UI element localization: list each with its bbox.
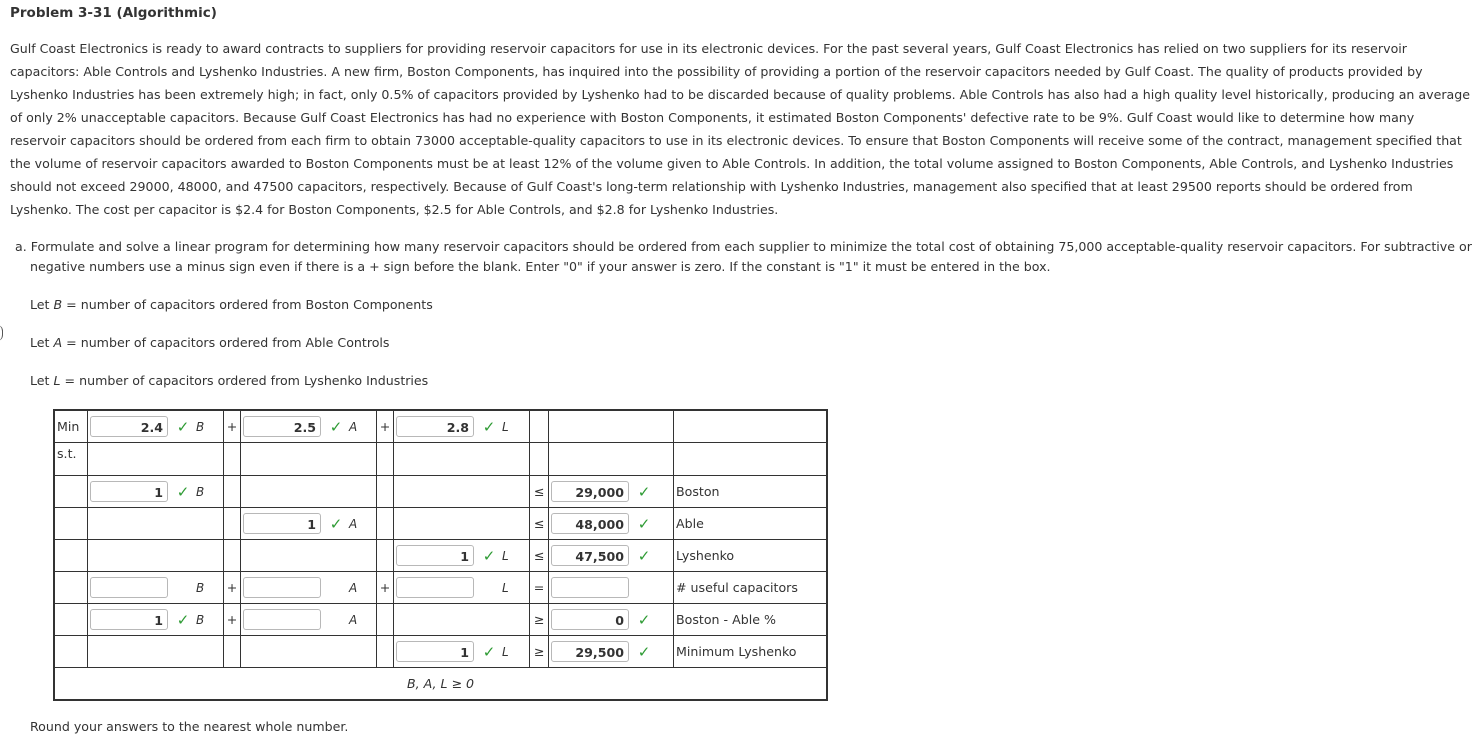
nonnegativity: B, A, L ≥ 0 bbox=[54, 668, 827, 701]
c1-b-coef[interactable]: 1 bbox=[90, 481, 168, 502]
c5-rhs[interactable]: 0 bbox=[551, 609, 629, 630]
def-b: Let B = number of capacitors ordered from Boston Components bbox=[30, 297, 433, 312]
c4-a-coef[interactable] bbox=[243, 577, 321, 598]
constraint-label: Lyshenko bbox=[674, 540, 828, 572]
check-icon: ✓ bbox=[482, 546, 496, 565]
c3-rhs[interactable]: 47,500 bbox=[551, 545, 629, 566]
check-icon: ✓ bbox=[482, 417, 496, 436]
lp-table bbox=[53, 409, 828, 701]
constraint-lyshenko: 1 ✓ L ≤ 47,500 ✓ Lyshenko bbox=[54, 540, 827, 572]
check-icon: ✓ bbox=[329, 514, 343, 533]
relation: ≥ bbox=[530, 636, 549, 668]
check-icon: ✓ bbox=[637, 482, 651, 501]
c2-rhs[interactable]: 48,000 bbox=[551, 513, 629, 534]
relation: ≤ bbox=[530, 508, 549, 540]
check-icon: ✓ bbox=[176, 610, 190, 629]
objective-row bbox=[54, 410, 827, 443]
obj-b-coef[interactable]: 2.4 bbox=[90, 416, 168, 437]
round-note: Round your answers to the nearest whole number. bbox=[30, 719, 349, 734]
c1-rhs[interactable]: 29,000 bbox=[551, 481, 629, 502]
constraint-boston: 1 ✓ B ≤ 29,000 ✓ Boston bbox=[54, 476, 827, 508]
check-icon: ✓ bbox=[176, 482, 190, 501]
c4-l-coef[interactable] bbox=[396, 577, 474, 598]
constraint-label: Minimum Lyshenko bbox=[674, 636, 828, 668]
check-icon: ✓ bbox=[637, 610, 651, 629]
check-icon: ✓ bbox=[329, 417, 343, 436]
problem-statement: Gulf Coast Electronics is ready to award contracts to suppliers for providing reservoir capacitors for use in its electronic devices. For the past several years, Gulf Coast Electronics has relied on two suppliers for its reservoir capacitors: Able Controls and Lyshenko Industries. A new firm, Boston Components, has inquired into the possibility of providing a portion of the reservoir capacitors needed by Gulf Coast. The quality of products provided by Lyshenko Industries has been extremely high; in fact, only 0.5% of capacitors provided by Lyshenko had to be discarded because of quality problems. Able Controls has also had a high quality level historically, producing an average of only 2% unacceptable capacitors. Because Gulf Coast Electronics has had no experience with Boston Components, it estimated Boston Components' defective rate to be 9%. Gulf Coast would like to determine how many reservoir capacitors should be ordered from each firm to obtain 73000 acceptable-quality capacitors to use in its electronic devices. To ensure that Boston Components will receive some of the contract, management specified that the volume of reservoir capacitors awarded to Boston Components must be at least 12% of the volume given to Able Controls. In addition, the total volume assigned to Boston Components, Able Controls, and Lyshenko Industries should not exceed 29000, 48000, and 47500 capacitors, respectively. Because of Gulf Coast's long-term relationship with Lyshenko Industries, management also specified that at least 29500 reports should be ordered from Lyshenko. The cost per capacitor is $2.4 for Boston Components, $2.5 for Able Controls, and $2.8 for Lyshenko Industries. bbox=[10, 41, 1470, 217]
constraint-label: Boston bbox=[674, 476, 828, 508]
relation: ≤ bbox=[530, 540, 549, 572]
margin-bracket bbox=[0, 325, 3, 341]
constraint-able: 1 ✓ A ≤ 48,000 ✓ Able bbox=[54, 508, 827, 540]
plus-sign: + bbox=[224, 604, 241, 636]
constraint-label: Boston - Able % bbox=[674, 604, 828, 636]
var-b: B bbox=[196, 419, 205, 434]
question-a: a. Formulate and solve a linear program for determining how many reservoir capacitors should be ordered from each supplier to minimize the total cost of obtaining 75,000 acceptable-quality reservoir capacitors. For subtractive or negative numbers use a minus sign even if there is a + sign before the blank. Enter "0" if your answer is zero. If the constant is "1" it must be entered in the box. bbox=[15, 239, 1472, 274]
c3-l-coef[interactable]: 1 bbox=[396, 545, 474, 566]
var-l: L bbox=[502, 419, 509, 434]
constraint-boston-able: 1 ✓ B + A ≥ 0 ✓ Boston - Able % bbox=[54, 604, 827, 636]
def-l: Let L = number of capacitors ordered from Lyshenko Industries bbox=[30, 373, 429, 388]
obj-a-coef[interactable]: 2.5 bbox=[243, 416, 321, 437]
st-label: s.t. bbox=[54, 443, 88, 476]
def-a: Let A = number of capacitors ordered from Able Controls bbox=[30, 335, 390, 350]
c6-l-coef[interactable]: 1 bbox=[396, 641, 474, 662]
c4-b-coef[interactable] bbox=[90, 577, 168, 598]
constraint-label: # useful capacitors bbox=[674, 572, 828, 604]
check-icon: ✓ bbox=[637, 514, 651, 533]
c5-a-coef[interactable] bbox=[243, 609, 321, 630]
check-icon: ✓ bbox=[482, 642, 496, 661]
st-row bbox=[54, 443, 827, 476]
c4-rhs[interactable] bbox=[551, 577, 629, 598]
plus-sign: + bbox=[224, 572, 241, 604]
relation: = bbox=[530, 572, 549, 604]
check-icon: ✓ bbox=[637, 642, 651, 661]
relation: ≤ bbox=[530, 476, 549, 508]
constraint-min-lyshenko: 1 ✓ L ≥ 29,500 ✓ Minimum Lyshenko bbox=[54, 636, 827, 668]
problem-title: Problem 3-31 (Algorithmic) bbox=[10, 5, 217, 21]
relation: ≥ bbox=[530, 604, 549, 636]
var-a: A bbox=[349, 419, 358, 434]
plus-sign: + bbox=[377, 410, 394, 443]
c5-b-coef[interactable]: 1 bbox=[90, 609, 168, 630]
obj-l-coef[interactable]: 2.8 bbox=[396, 416, 474, 437]
check-icon: ✓ bbox=[637, 546, 651, 565]
check-icon: ✓ bbox=[176, 417, 190, 436]
constraint-label: Able bbox=[674, 508, 828, 540]
nonneg-row bbox=[54, 668, 827, 701]
plus-sign: + bbox=[377, 572, 394, 604]
constraint-useful: B + A + L = # useful capacitors bbox=[54, 572, 827, 604]
c6-rhs[interactable]: 29,500 bbox=[551, 641, 629, 662]
min-label: Min bbox=[54, 410, 88, 443]
plus-sign: + bbox=[224, 410, 241, 443]
c2-a-coef[interactable]: 1 bbox=[243, 513, 321, 534]
